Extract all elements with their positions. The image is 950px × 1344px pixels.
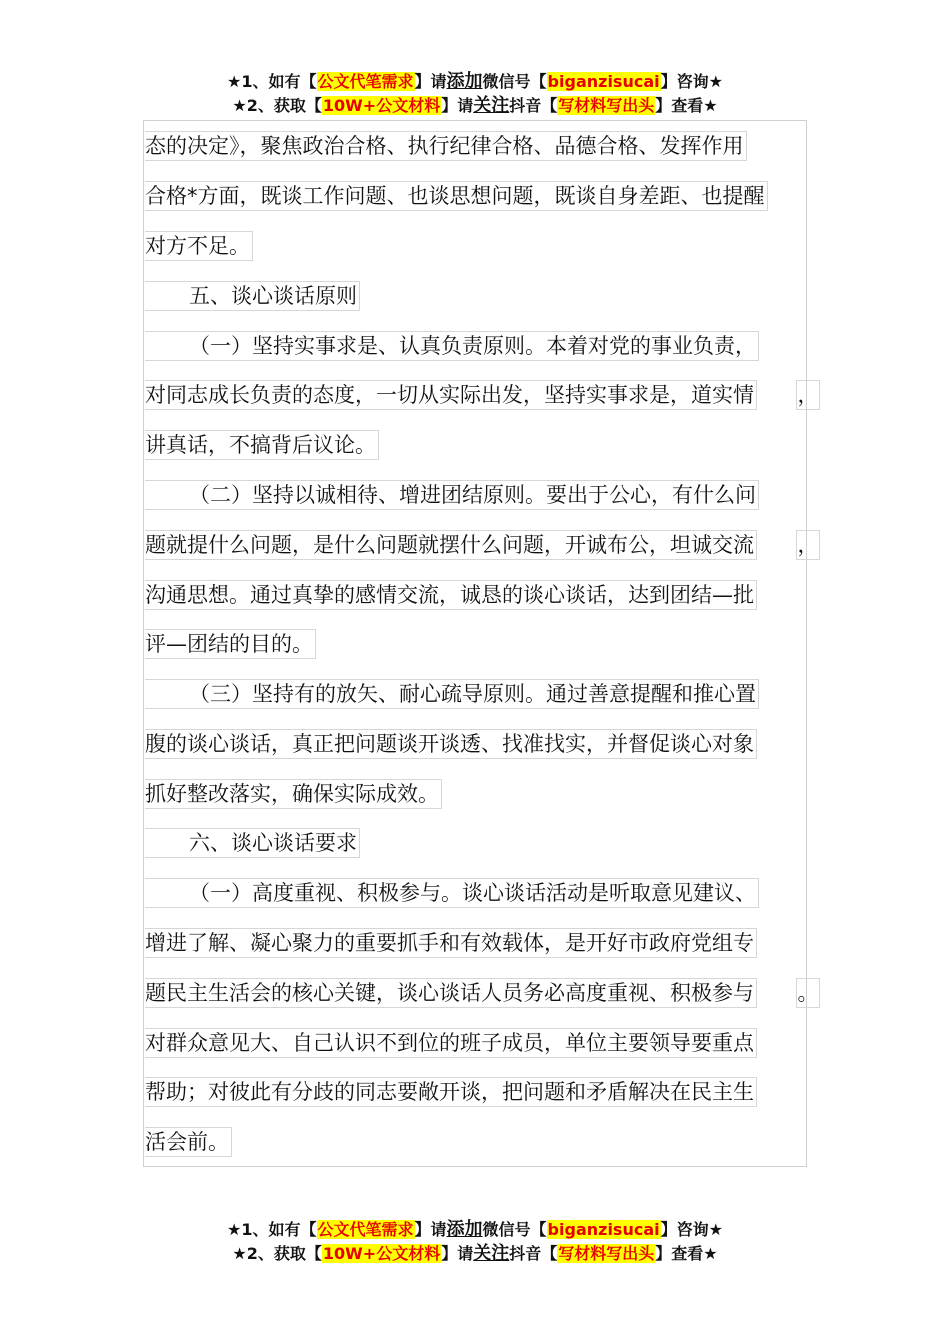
text-line: （一）坚持实事求是、认真负责原则。本着对党的事业负责， xyxy=(145,331,759,361)
banner-underlined: 添加 xyxy=(446,71,483,92)
text-line: 对群众意见大、自己认识不到位的班子成员，单位主要领导要重点 xyxy=(145,1028,757,1058)
banner-text: 】请 xyxy=(414,72,447,91)
text-line: 评—团结的目的。 xyxy=(145,629,316,659)
banner-line-2 xyxy=(0,1242,950,1266)
banner-line-2 xyxy=(0,94,950,118)
banner-text: 】请 xyxy=(441,1244,474,1263)
text-line: 讲真话，不搞背后议论。 xyxy=(145,430,379,460)
text-line: 帮助；对彼此有分歧的同志要敞开谈，把问题和矛盾解决在民主生 xyxy=(145,1077,757,1107)
text-line: 对同志成长负责的态度，一切从实际出发，坚持实事求是，道实情 xyxy=(145,380,757,410)
banner-text: 抖音【 xyxy=(509,1244,558,1263)
section-heading: 六、谈心谈话要求 xyxy=(145,828,360,858)
overflow-punctuation: 。 xyxy=(796,978,820,1008)
banner-text: 】查看★ xyxy=(655,96,718,115)
banner-text: ★1、如有【 xyxy=(227,1220,317,1239)
banner-text: 】查看★ xyxy=(655,1244,718,1263)
banner-highlight: 10W+公文材料 xyxy=(322,96,441,115)
banner-underlined: 添加 xyxy=(446,1219,483,1240)
banner-text: 微信号【 xyxy=(482,1220,547,1239)
banner-text: 】咨询★ xyxy=(660,72,723,91)
banner-highlight: 写材料写出头 xyxy=(558,1244,655,1263)
banner-text: 】咨询★ xyxy=(660,1220,723,1239)
banner-text: 微信号【 xyxy=(482,72,547,91)
banner-line-1 xyxy=(0,1218,950,1242)
text-line: 抓好整改落实，确保实际成效。 xyxy=(145,779,442,809)
banner-highlight: 10W+公文材料 xyxy=(322,1244,441,1263)
text-line: 合格*方面，既谈工作问题、也谈思想问题，既谈自身差距、也提醒 xyxy=(145,181,768,211)
banner-text: 】请 xyxy=(414,1220,447,1239)
banner-highlight: 公文代笔需求 xyxy=(317,72,414,91)
text-line: 题民主生活会的核心关键，谈心谈话人员务必高度重视、积极参与 xyxy=(145,978,757,1008)
banner-line-1 xyxy=(0,70,950,94)
text-line: 腹的谈心谈话，真正把问题谈开谈透、找准找实，并督促谈心对象 xyxy=(145,729,757,759)
top-banner xyxy=(0,70,950,118)
banner-highlight: 公文代笔需求 xyxy=(317,1220,414,1239)
banner-text: 抖音【 xyxy=(509,96,558,115)
text-line: 题就提什么问题，是什么问题就摆什么问题，开诚布公，坦诚交流 xyxy=(145,530,757,560)
text-line: （一）高度重视、积极参与。谈心谈话活动是听取意见建议、 xyxy=(145,878,759,908)
text-line: 对方不足。 xyxy=(145,231,253,261)
banner-highlight: biganzisucai xyxy=(547,72,660,91)
text-line: （二）坚持以诚相待、增进团结原则。要出于公心，有什么问 xyxy=(145,480,759,510)
text-line: 活会前。 xyxy=(145,1127,232,1157)
text-line: 沟通思想。通过真挚的感情交流，诚恳的谈心谈话，达到团结—批 xyxy=(145,580,757,610)
text-line: 增进了解、凝心聚力的重要抓手和有效载体，是开好市政府党组专 xyxy=(145,928,757,958)
banner-underlined: 关注 xyxy=(473,95,510,116)
banner-highlight: 写材料写出头 xyxy=(558,96,655,115)
text-line: 态的决定》，聚焦政治合格、执行纪律合格、品德合格、发挥作用 xyxy=(145,131,747,161)
text-line: （三）坚持有的放矢、耐心疏导原则。通过善意提醒和推心置 xyxy=(145,679,759,709)
overflow-punctuation: ， xyxy=(796,530,820,560)
bottom-banner xyxy=(0,1218,950,1266)
banner-text: ★1、如有【 xyxy=(227,72,317,91)
banner-text: 】请 xyxy=(441,96,474,115)
banner-highlight: biganzisucai xyxy=(547,1220,660,1239)
section-heading: 五、谈心谈话原则 xyxy=(145,281,360,311)
banner-underlined: 关注 xyxy=(473,1243,510,1264)
overflow-punctuation: ， xyxy=(796,380,820,410)
banner-text: ★2、获取【 xyxy=(232,96,322,115)
banner-text: ★2、获取【 xyxy=(232,1244,322,1263)
